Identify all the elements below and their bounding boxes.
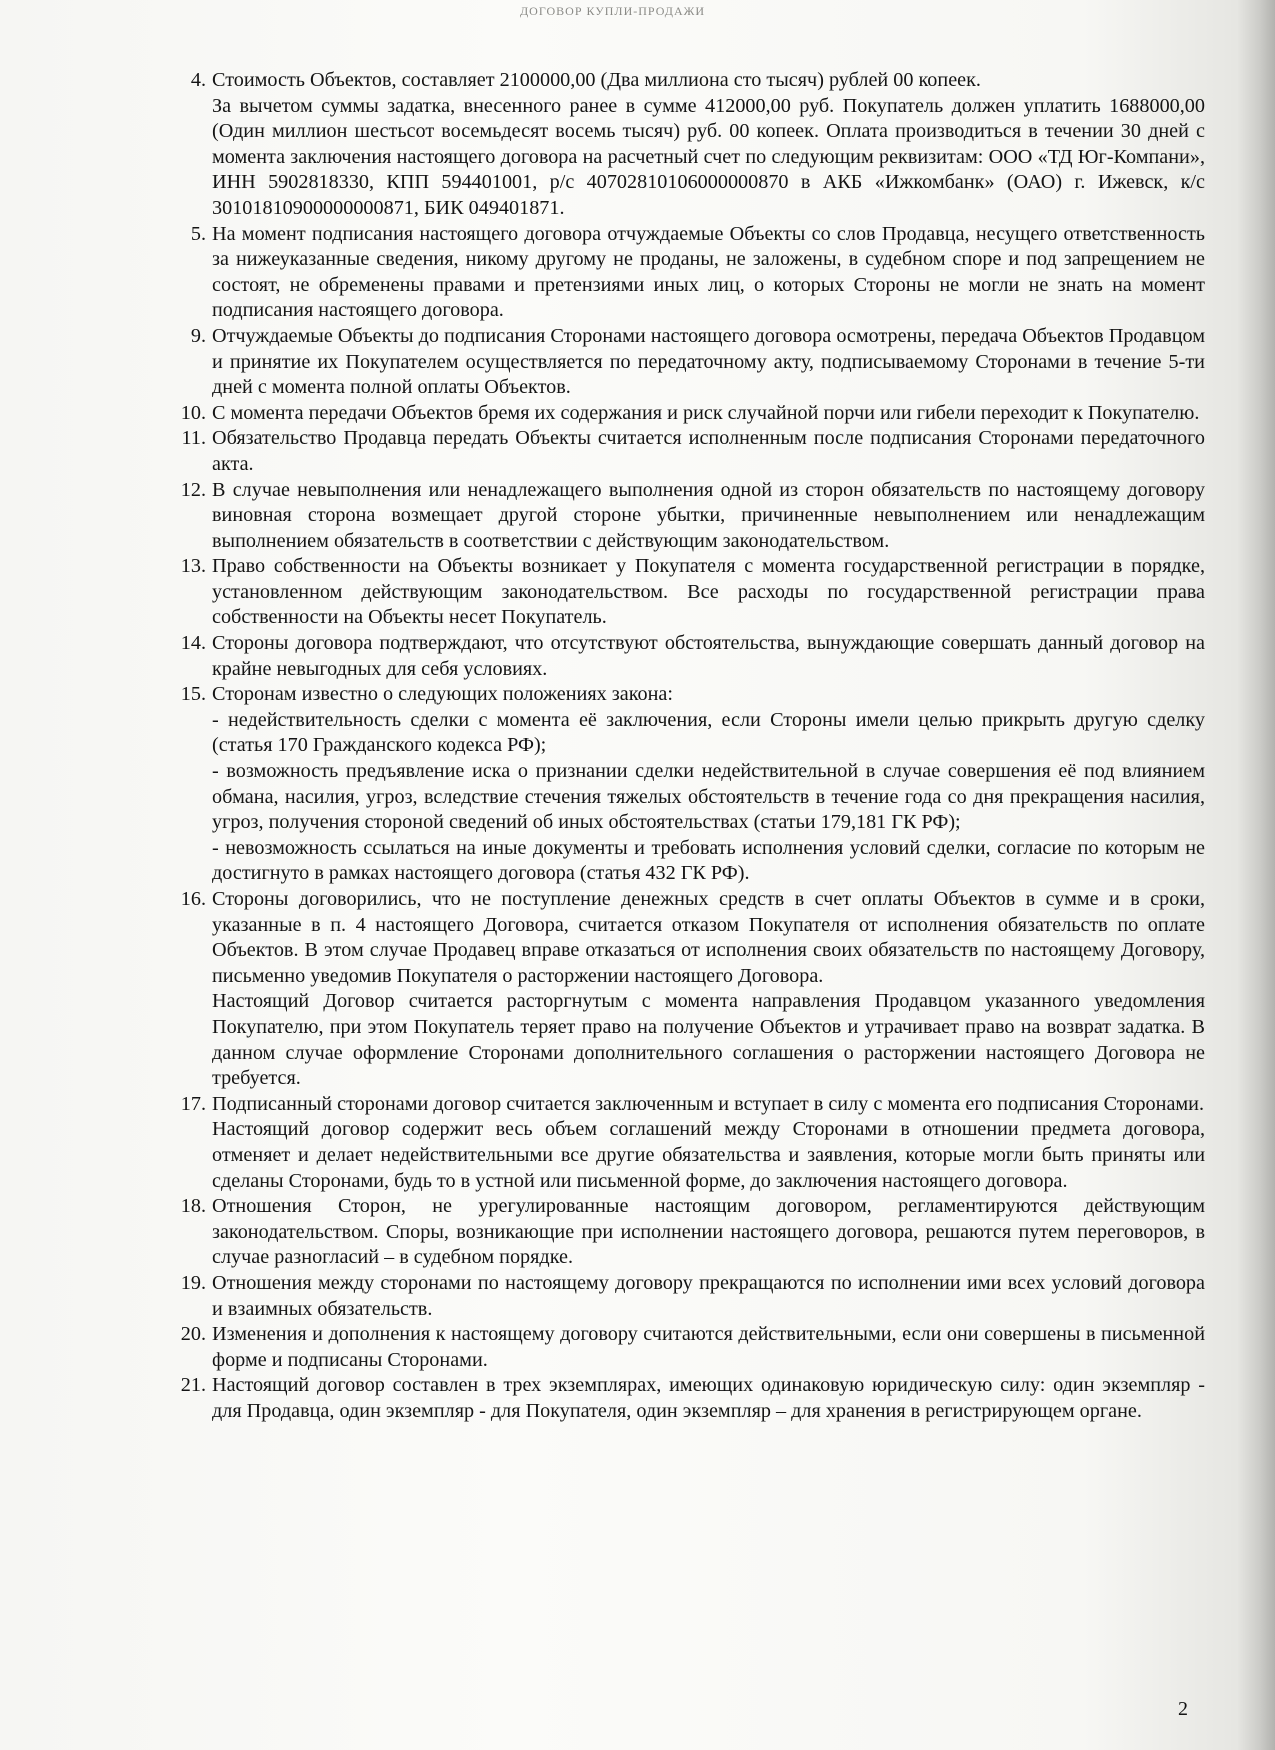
clause-number: 20.	[180, 1323, 206, 1346]
clause-paragraph: Настоящий Договор считается расторгнутым с момента направления Продавцом указанного уведомления Покупателю, при этом Покупатель теряет право на получение Объектов и утрачивает право на возврат задатка. В данном случае оформление Сторонами дополнительного соглашения о расторжении настоящего Договора не требуется.	[212, 990, 1205, 1090]
page-number: 2	[1178, 1698, 1188, 1720]
clause-item	[170, 1194, 1205, 1271]
clause-paragraph: Отчуждаемые Объекты до подписания Сторонами настоящего договора осмотрены, передача Объектов Продавцом и принятие их Покупателем осуществляется по передаточному акту, подписываемому Сторонами в течение 5-ти дней с момента полной оплаты Объектов.	[212, 324, 1205, 399]
clause-item	[170, 324, 1205, 401]
clause-item	[170, 401, 1205, 427]
clause-number: 5.	[190, 222, 206, 245]
clause-item	[170, 68, 1205, 222]
page-edge-shadow	[1237, 0, 1275, 1750]
clause-item	[170, 554, 1205, 631]
clause-number: 11.	[181, 427, 206, 450]
clause-number: 18.	[180, 1195, 206, 1218]
clause-paragraph: Настоящий договор составлен в трех экземплярах, имеющих одинаковую юридическую силу: один экземпляр - для Продавца, один экземпляр - для Покупателя, один экземпляр – для хранения в регистрирующем органе.	[212, 1374, 1205, 1422]
clause-paragraph: Стороны договорились, что не поступление денежных средств в счет оплаты Объектов в сумме и в сроки, указанные в п. 4 настоящего Договора, считается отказом Покупателя от исполнения обязательств по оплате Объектов. В этом случае Продавец вправе отказаться от исполнения своих обязательств по настоящему Договору, письменно уведомив Покупателя о расторжении настоящего Договора.	[212, 888, 1205, 987]
clause-number: 15.	[180, 683, 206, 706]
clause-paragraph: Отношения Сторон, не урегулированные настоящим договором, регламентируются действующим законодательством. Споры, возникающие при исполнении настоящего договора, решаются путем переговоров, в случае разногласий – в судебном порядке.	[212, 1195, 1205, 1269]
clause-number: 10.	[180, 401, 206, 424]
clause-number: 12.	[180, 478, 206, 501]
clause-item	[170, 1271, 1205, 1322]
clause-paragraph: Изменения и дополнения к настоящему договору считаются действительными, если они совершены в письменной форме и подписаны Сторонами.	[212, 1323, 1205, 1371]
clause-item	[170, 222, 1205, 324]
faint-header-mark: ДОГОВОР КУПЛИ-ПРОДАЖИ	[520, 4, 706, 18]
clause-paragraph: В случае невыполнения или ненадлежащего выполнения одной из сторон обязательств по настоящему договору виновная сторона возмещает другой стороне убытки, причиненные невыполнением или ненадлежащим выполнением обязательств в соответствии с действующим законодательством.	[212, 478, 1205, 552]
clause-paragraph: - недействительность сделки с момента её заключения, если Стороны имели целью прикрыть другую сделку (статья 170 Гражданского кодекса РФ);	[212, 708, 1205, 757]
clause-item	[170, 631, 1205, 682]
clause-paragraph: Отношения между сторонами по настоящему договору прекращаются по исполнении ими всех условий договора и взаимных обязательств.	[212, 1271, 1205, 1320]
clause-paragraph: Обязательство Продавца передать Объекты считается исполненным после подписания Сторонами передаточного акта.	[212, 427, 1205, 475]
clause-item	[170, 478, 1205, 555]
clause-number: 9.	[190, 324, 206, 347]
clause-paragraph: - возможность предъявление иска о признании сделки недействительной в случае совершения её под влиянием обмана, насилия, угроз, вследствие стечения тяжелых обстоятельств в течение года со дня прекращения насилия, угроз, получения стороной сведений об иных обстоятельствах (статьи 179,181 ГК РФ);	[212, 760, 1205, 834]
clause-paragraph: - невозможность ссылаться на иные документы и требовать исполнения условий сделки, согласие по которым не достигнуто в рамках настоящего договора (статья 432 ГК РФ).	[212, 836, 1205, 885]
clause-item	[170, 1322, 1205, 1373]
clause-item	[170, 1373, 1205, 1424]
clause-paragraph: Право собственности на Объекты возникает у Покупателя с момента государственной регистрации в порядке, установленном действующим законодательством. Все расходы по государственной регистрации права собственности на Объекты несет Покупатель.	[212, 555, 1205, 629]
clause-paragraph: Стороны договора подтверждают, что отсутствуют обстоятельства, вынуждающие совершать данный договор на крайне невыгодных для себя условиях.	[212, 632, 1205, 680]
clause-paragraph: За вычетом суммы задатка, внесенного ранее в сумме 412000,00 руб. Покупатель должен уплатить 1688000,00 (Один миллион шестьсот восемьдесят восемь тысяч) руб. 00 копеек. Оплата производиться в течении 30 дней с момента заключения настоящего договора на расчетный счет по следующим реквизитам: ООО «ТД Юг-Компани», ИНН 5902818330, КПП 594401001, р/с 40702810106000000870 в АКБ «Ижкомбанк» (ОАО) г. Ижевск, к/с 30101810900000000871, БИК 049401871.	[212, 94, 1205, 219]
clause-item	[170, 682, 1205, 887]
clause-item	[170, 426, 1205, 477]
clause-paragraph: На момент подписания настоящего договора отчуждаемые Объекты со слов Продавца, несущего ответственность за нижеуказанные сведения, никому другому не проданы, не заложены, в судебном споре и под запрещением не состоят, не обременены правами и претензиями иных лиц, о которых Стороны не могли не знать на момент подписания настоящего договора.	[212, 222, 1205, 322]
clause-paragraph: С момента передачи Объектов бремя их содержания и риск случайной порчи или гибели переходит к Покупателю.	[212, 401, 1200, 424]
clause-paragraph: Сторонам известно о следующих положениях закона:	[212, 683, 673, 706]
clause-item	[170, 1092, 1205, 1194]
clause-number: 4.	[190, 69, 206, 91]
clause-number: 19.	[180, 1271, 206, 1294]
clause-paragraph: Стоимость Объектов, составляет 2100000,00 (Два миллиона сто тысяч) рублей 00 копеек.	[212, 69, 981, 91]
clause-number: 13.	[180, 555, 206, 578]
clause-item	[170, 887, 1205, 1092]
clause-number: 21.	[180, 1374, 206, 1397]
contract-clauses	[170, 68, 1205, 1424]
clause-number: 17.	[180, 1092, 206, 1115]
clause-paragraph: Настоящий договор содержит весь объем соглашений между Сторонами в отношении предмета договора, отменяет и делает недействительными все другие обязательства и заявления, которые могли быть приняты или сделаны Сторонами, будь то в устной или письменной форме, до заключения настоящего договора.	[212, 1118, 1205, 1192]
clause-number: 14.	[180, 632, 206, 655]
clause-paragraph: Подписанный сторонами договор считается заключенным и вступает в силу с момента его подписания Сторонами.	[212, 1092, 1205, 1115]
clause-number: 16.	[180, 888, 206, 910]
